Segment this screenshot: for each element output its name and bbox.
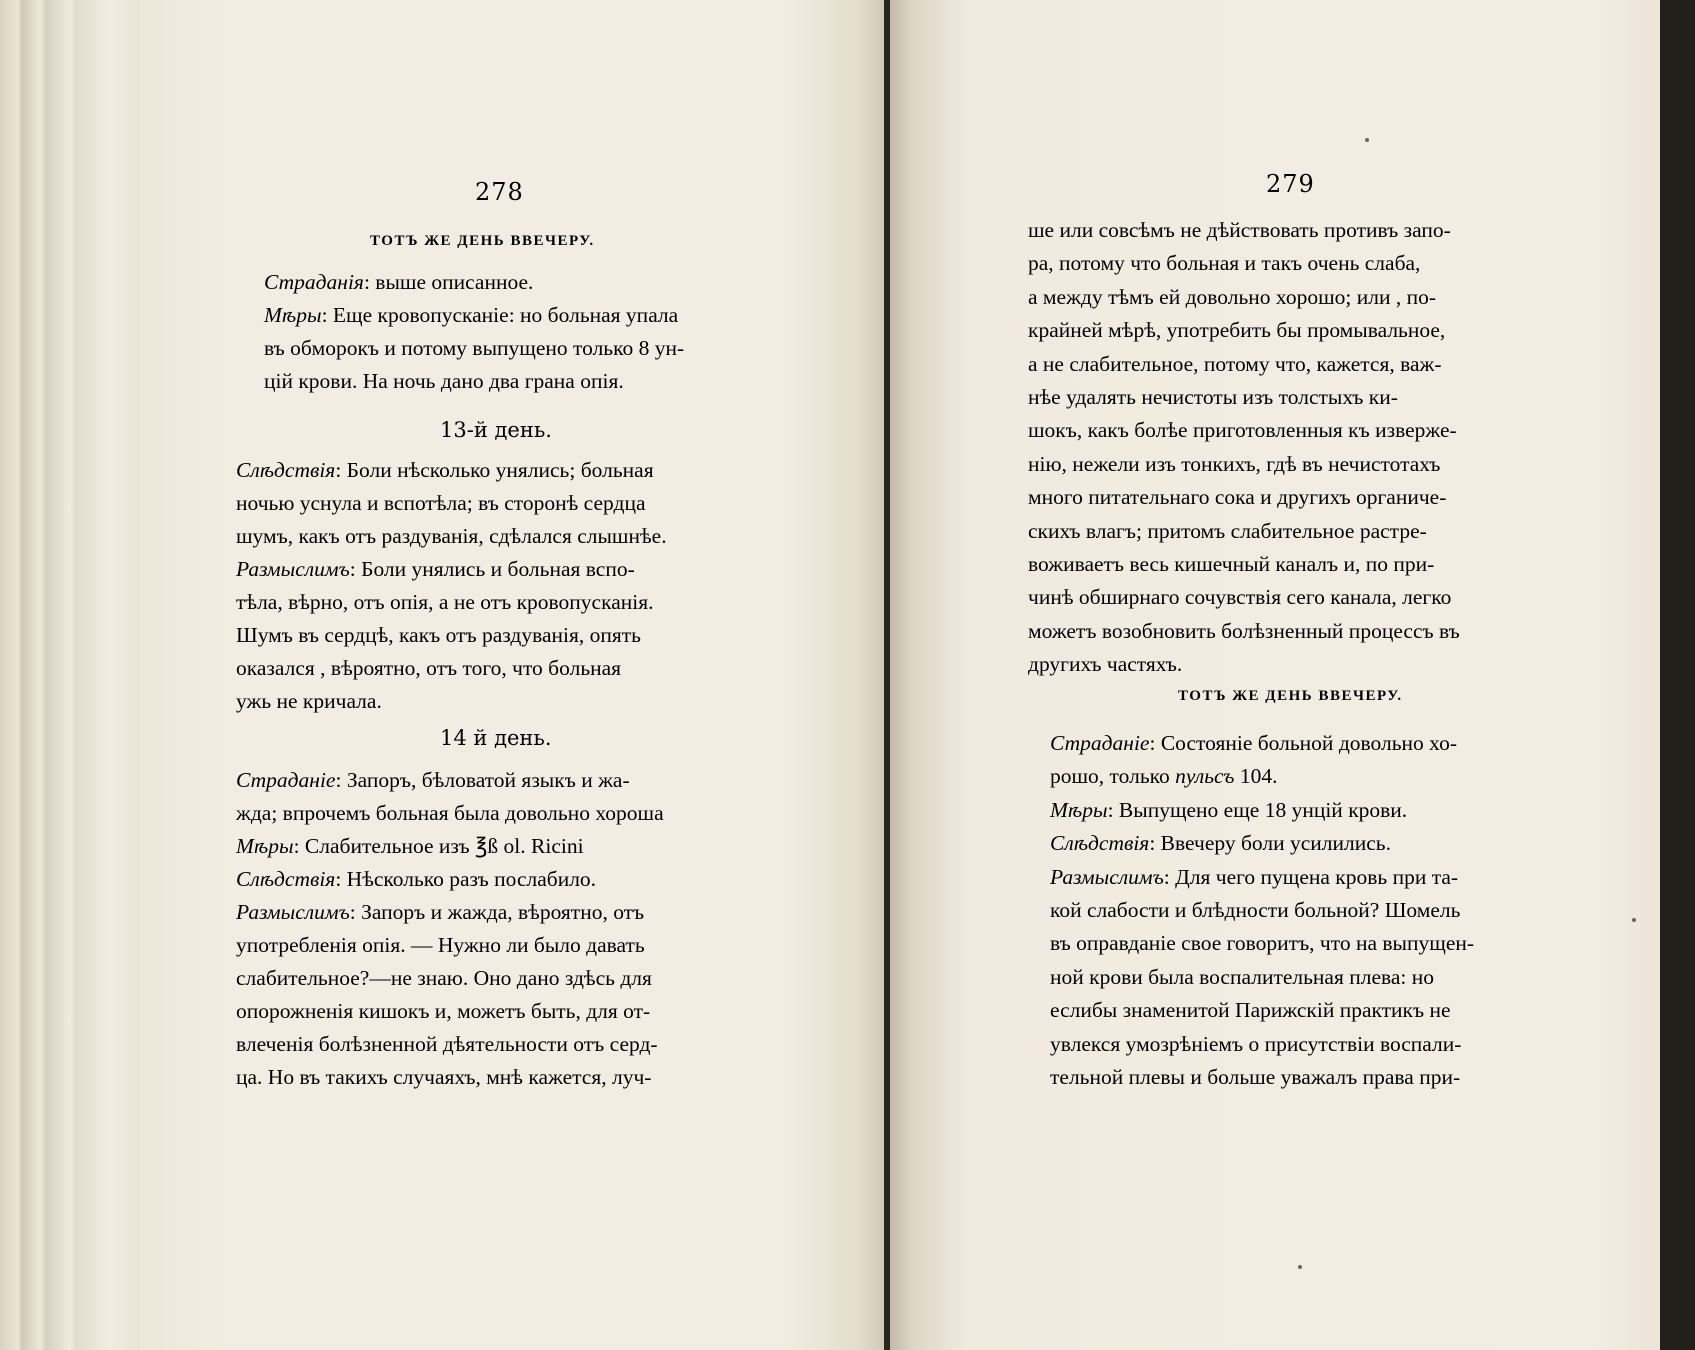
- line-text: цій крови. На ночь дано два грана опія.: [264, 369, 624, 393]
- line-text: ра, потому что больная и такъ очень слаба,: [1028, 251, 1421, 276]
- line-text: а между тѣмъ ей довольно хорошо; или , по-: [1028, 284, 1437, 309]
- text-line: [236, 836, 584, 858]
- line-text: ше или совсѣмъ не дѣйствовать противъ запо-: [1028, 218, 1451, 242]
- text-line: [1050, 900, 1460, 922]
- line-text: употребленія опія. — Нужно ли было давать: [236, 933, 645, 957]
- line-text: въ обморокъ и потому выпущено только 8 ун-: [264, 336, 685, 360]
- text-line: [236, 770, 630, 792]
- text-line: [1050, 766, 1277, 788]
- text-line: [1050, 733, 1457, 755]
- line-text: : Ввечеру боли усилились.: [1149, 831, 1391, 856]
- line-label: Мѣры: [264, 303, 322, 327]
- text-line: [1028, 654, 1182, 676]
- line-text: чинѣ обширнаго сочувствія сего канала, легко: [1028, 585, 1452, 610]
- section-heading-right: ТОТЪ ЖЕ ДЕНЬ ВВЕЧЕРУ.: [1178, 688, 1403, 704]
- line-label: Слѣдствія: [236, 458, 336, 482]
- line-label: Страданіе: [1050, 731, 1150, 755]
- line-text: жда; впрочемъ больная была довольно хороша: [236, 801, 664, 825]
- line-text: рошо, только пульсъ 104.: [1050, 764, 1278, 789]
- line-text: а не слабительное, потому что, кажется, важ-: [1028, 351, 1442, 376]
- line-text: : Нѣсколько разъ послабило.: [335, 867, 597, 891]
- page-edges: [0, 0, 150, 1350]
- line-text: опорожненія кишокъ и, можетъ быть, для от-: [236, 999, 651, 1023]
- line-text: ной крови была воспалительная плева: но: [1050, 964, 1435, 989]
- text-line: [1050, 964, 1435, 989]
- line-text: оказался , вѣроятно, отъ того, что больная: [236, 656, 622, 680]
- paper-speck: [1298, 1265, 1302, 1269]
- text-line: [236, 658, 621, 680]
- text-line: [1028, 618, 1460, 643]
- text-line: [236, 1067, 651, 1089]
- line-text: Шумъ въ сердцѣ, какъ отъ раздуванія, опять: [236, 623, 641, 647]
- line-label: Страданія: [264, 270, 364, 294]
- text-line: [264, 338, 684, 360]
- text-line: [236, 526, 667, 548]
- day-heading-14: 14 й день.: [440, 726, 552, 750]
- text-line: [1050, 833, 1391, 855]
- text-line: [236, 460, 654, 482]
- line-label: Размыслимъ: [236, 557, 350, 581]
- line-text: другихъ частяхъ.: [1028, 652, 1183, 677]
- text-line: [236, 1034, 658, 1056]
- line-text: увлекся умозрѣніемъ о присутствіи воспали-: [1050, 1031, 1462, 1056]
- line-text: : выше описанное.: [363, 270, 534, 294]
- right-page: [888, 0, 1660, 1350]
- text-line: [1028, 487, 1446, 509]
- text-line: [236, 691, 382, 713]
- text-line: [1050, 797, 1408, 822]
- line-text: еслибы знаменитой Парижскій практикъ не: [1050, 998, 1451, 1023]
- text-line: [236, 968, 652, 990]
- line-text: : Запоръ и жажда, вѣроятно, отъ: [349, 900, 645, 924]
- line-text: воживаетъ весь кишечный каналъ и, по при-: [1028, 552, 1435, 576]
- scan-background: [1660, 0, 1695, 1350]
- text-line: [236, 935, 645, 957]
- line-text: : Слабительное изъ ℥ß ol. Ricini: [293, 834, 584, 858]
- line-text: : Боли унялись и больная вспо-: [349, 557, 635, 581]
- line-label: Размыслимъ: [236, 900, 350, 924]
- text-line: [236, 1001, 650, 1023]
- line-text: шумъ, какъ отъ раздуванія, сдѣлался слышнѣе.: [236, 524, 667, 548]
- line-text: шокъ, какъ болѣе приготовленныя къ изверже-: [1028, 418, 1457, 443]
- text-line: [1028, 320, 1445, 342]
- text-line: [264, 272, 533, 294]
- line-text: ужь не кричала.: [236, 689, 382, 713]
- text-line: [1028, 451, 1441, 476]
- line-text: кой слабости и блѣдности больной? Шомель: [1050, 898, 1461, 922]
- text-line: [1028, 253, 1420, 275]
- line-label: Слѣдствія: [236, 867, 336, 891]
- text-line: [1050, 1000, 1451, 1022]
- line-text: нію, нежели изъ тонкихъ, гдѣ въ нечистотахъ: [1028, 451, 1441, 476]
- text-line: [236, 625, 641, 647]
- line-text: слабительное?—не знаю. Оно дано здѣсь для: [236, 966, 652, 990]
- day-heading-13: 13-й день.: [440, 418, 552, 442]
- text-line: [236, 902, 644, 924]
- text-line: [1028, 220, 1451, 242]
- text-line: [236, 493, 646, 515]
- text-line: [1050, 1031, 1462, 1056]
- line-text: нѣе удалять нечистоты изъ толстыхъ ки-: [1028, 385, 1398, 409]
- line-text: скихъ влагъ; притомъ слабительное растре-: [1028, 518, 1427, 543]
- line-text: : Запоръ, бѣловатой языкъ и жа-: [335, 768, 630, 792]
- line-text: много питательнаго сока и другихъ органиче-: [1028, 485, 1447, 510]
- line-text: влеченія болѣзненной дѣятельности отъ серд-: [236, 1032, 658, 1056]
- line-label: Размыслимъ: [1050, 864, 1164, 889]
- line-text: ца. Но въ такихъ случаяхъ, мнѣ кажется, луч-: [236, 1065, 652, 1089]
- text-line: [1050, 933, 1474, 955]
- line-label: Слѣдствія: [1050, 831, 1150, 856]
- line-text: : Состояніе больной довольно хо-: [1149, 731, 1457, 755]
- text-line: [236, 559, 635, 581]
- line-label: Страданіе: [236, 768, 336, 792]
- text-line: [236, 803, 664, 825]
- line-text: крайней мѣрѣ, употребить бы промывальное,: [1028, 318, 1446, 343]
- page-number-left: 278: [475, 178, 524, 206]
- line-text: тельной плевы и больше уважалъ права при-: [1050, 1065, 1461, 1089]
- text-line: [236, 592, 654, 614]
- section-heading: ТОТЪ ЖЕ ДЕНЬ ВВЕЧЕРУ.: [370, 233, 595, 249]
- line-label: Мѣры: [236, 834, 294, 858]
- text-line: [236, 869, 596, 891]
- line-text: : Еще кровопусканіе: но больная упала: [321, 303, 679, 327]
- line-text: тѣла, вѣрно, отъ опія, а не отъ кровопусканія.: [236, 590, 654, 614]
- line-text: въ оправданіе свое говоритъ, что на выпущен-: [1050, 931, 1475, 956]
- text-line: [1028, 387, 1398, 409]
- line-text: : Выпущено еще 18 унцій крови.: [1107, 797, 1408, 822]
- text-line: [1050, 864, 1459, 889]
- text-line: [1028, 420, 1457, 442]
- text-line: [1050, 1067, 1460, 1089]
- text-line: [1028, 587, 1451, 609]
- line-text: можетъ возобновить болѣзненный процессъ въ: [1028, 618, 1460, 643]
- text-line: [264, 371, 624, 393]
- line-text: : Боли нѣсколько унялись; больная: [335, 458, 654, 482]
- text-line: [1028, 284, 1437, 309]
- page-number-right: 279: [1266, 170, 1315, 198]
- line-label: Мѣры: [1050, 797, 1108, 822]
- line-text: ночью уснула и вспотѣла; въ сторонѣ сердца: [236, 491, 646, 515]
- text-line: [1028, 351, 1442, 376]
- line-text: : Для чего пущена кровь при та-: [1163, 864, 1459, 889]
- text-line: [1028, 518, 1427, 543]
- paper-speck: [1632, 918, 1636, 922]
- paper-speck: [1365, 138, 1369, 142]
- text-line: [1028, 554, 1434, 576]
- text-line: [264, 305, 678, 327]
- book-gutter: [884, 0, 890, 1350]
